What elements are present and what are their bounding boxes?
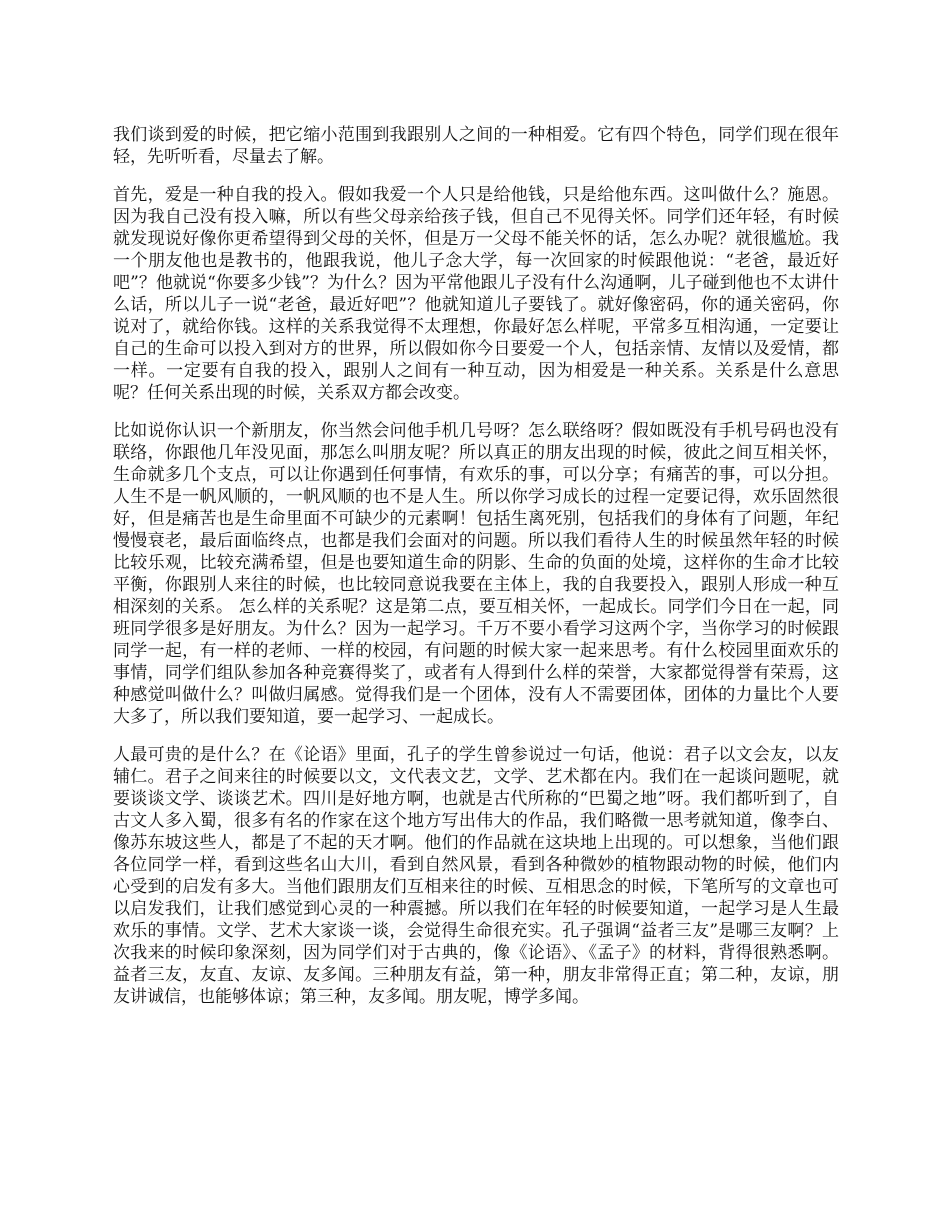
paragraph-3: 比如说你认识一个新朋友，你当然会问他手机几号呀？怎么联络呀？假如既没有手机号码也没有联络，你跟他几年没见面，那怎么叫朋友呢？所以真正的朋友出现的时候，彼此之间互相关怀，生命就多几个支点，可以让你遇到任何事情，有欢乐的事，可以分享；有痛苦的事，可以分担。人生不是一帆风顺的，一帆风顺的也不是人生。所以你学习成长的过程一定要记得，欢乐固然很好，但是痛苦也是生命里面不可缺少的元素啊！包括生离死别，包括我们的身体有了问题，年纪慢慢衰老，最后面临终点，也都是我们会面对的问题。所以我们看待人生的时候虽然年轻的时候比较乐观，比较充满希望，但是也要知道生命的阴影、生命的负面的处境，这样你的生命才比较平衡，你跟别人来往的时候，也比较同意说我要在主体上，我的自我要投入，跟别人形成一种互相深刻的关系。 怎么样的关系呢？这是第二点，要互相关怀，一起成长。同学们今日在一起，同班同学很多是好朋友。为什么？因为一起学习。千万不要小看学习这两个字，当你学习的时候跟同学一起，有一样的老师、一样的校园，有问题的时候大家一起来思考。有什么校园里面欢乐的事情，同学们组队参加各种竞赛得奖了，或者有人得到什么样的荣誉，大家都觉得誉有荣焉，这种感觉叫做什么？叫做归属感。觉得我们是一个团体，没有人不需要团体，团体的力量比个人要大多了，所以我们要知道，要一起学习、一起成长。: [113, 421, 839, 727]
paragraph-1: 我们谈到爱的时候，把它缩小范围到我跟别人之间的一种相爱。它有四个特色，同学们现在很年轻，先听听看，尽量去了解。: [113, 125, 839, 167]
paragraph-4: 人最可贵的是什么？在《论语》里面，孔子的学生曾参说过一句话，他说：君子以文会友，以友辅仁。君子之间来往的时候要以文，文代表文艺，文学、艺术都在内。我们在一起谈问题呢，就要谈谈文学、谈谈艺术。四川是好地方啊，也就是古代所称的“巴蜀之地”呀。我们都听到了，自古文人多入蜀，很多有名的作家在这个地方写出伟大的作品，我们略微一思考就知道，像李白、像苏东坡这些人，都是了不起的天才啊。他们的作品就在这块地上出现的。可以想象，当他们跟各位同学一样，看到这些名山大川，看到自然风景，看到各种微妙的植物跟动物的时候，他们内心受到的启发有多大。当他们跟朋友们互相来往的时候、互相思念的时候，下笔所写的文章也可以启发我们，让我们感觉到心灵的一种震撼。所以我们在年轻的时候要知道，一起学习是人生最欢乐的事情。文学、艺术大家谈一谈，会觉得生命很充实。孔子强调“益者三友”是哪三友啊？上次我来的时候印象深刻，因为同学们对于古典的，像《论语》、《孟子》的材料，背得很熟悉啊。益者三友，友直、友谅、友多闻。三种朋友有益，第一种，朋友非常得正直；第二种，友谅，朋友讲诚信，也能够体谅；第三种，友多闻。朋友呢，博学多闻。: [113, 745, 839, 1007]
paragraph-2: 首先，爱是一种自我的投入。假如我爱一个人只是给他钱，只是给他东西。这叫做什么？施恩。因为我自己没有投入嘛，所以有些父母亲给孩子钱，但自己不见得关怀。同学们还年轻，有时候就发现说好像你更希望得到父母的关怀，但是万一父母不能关怀的话，怎么办呢？就很尴尬。我一个朋友他也是教书的，他跟我说，他儿子念大学，每一次回家的时候跟他说：“老爸，最近好吧”？他就说“你要多少钱”？为什么？因为平常他跟儿子没有什么沟通啊，儿子碰到他也不太讲什么话，所以儿子一说“老爸，最近好吧”？他就知道儿子要钱了。就好像密码，你的通关密码，你说对了，就给你钱。这样的关系我觉得不太理想，你最好怎么样呢，平常多互相沟通，一定要让自己的生命可以投入到对方的世界，所以假如你今日要爱一个人，包括亲情、友情以及爱情，都一样。一定要有自我的投入，跟别人之间有一种互动，因为相爱是一种关系。关系是什么意思呢？任何关系出现的时候，关系双方都会改变。: [113, 185, 839, 403]
document-body: [113, 124, 839, 1024]
